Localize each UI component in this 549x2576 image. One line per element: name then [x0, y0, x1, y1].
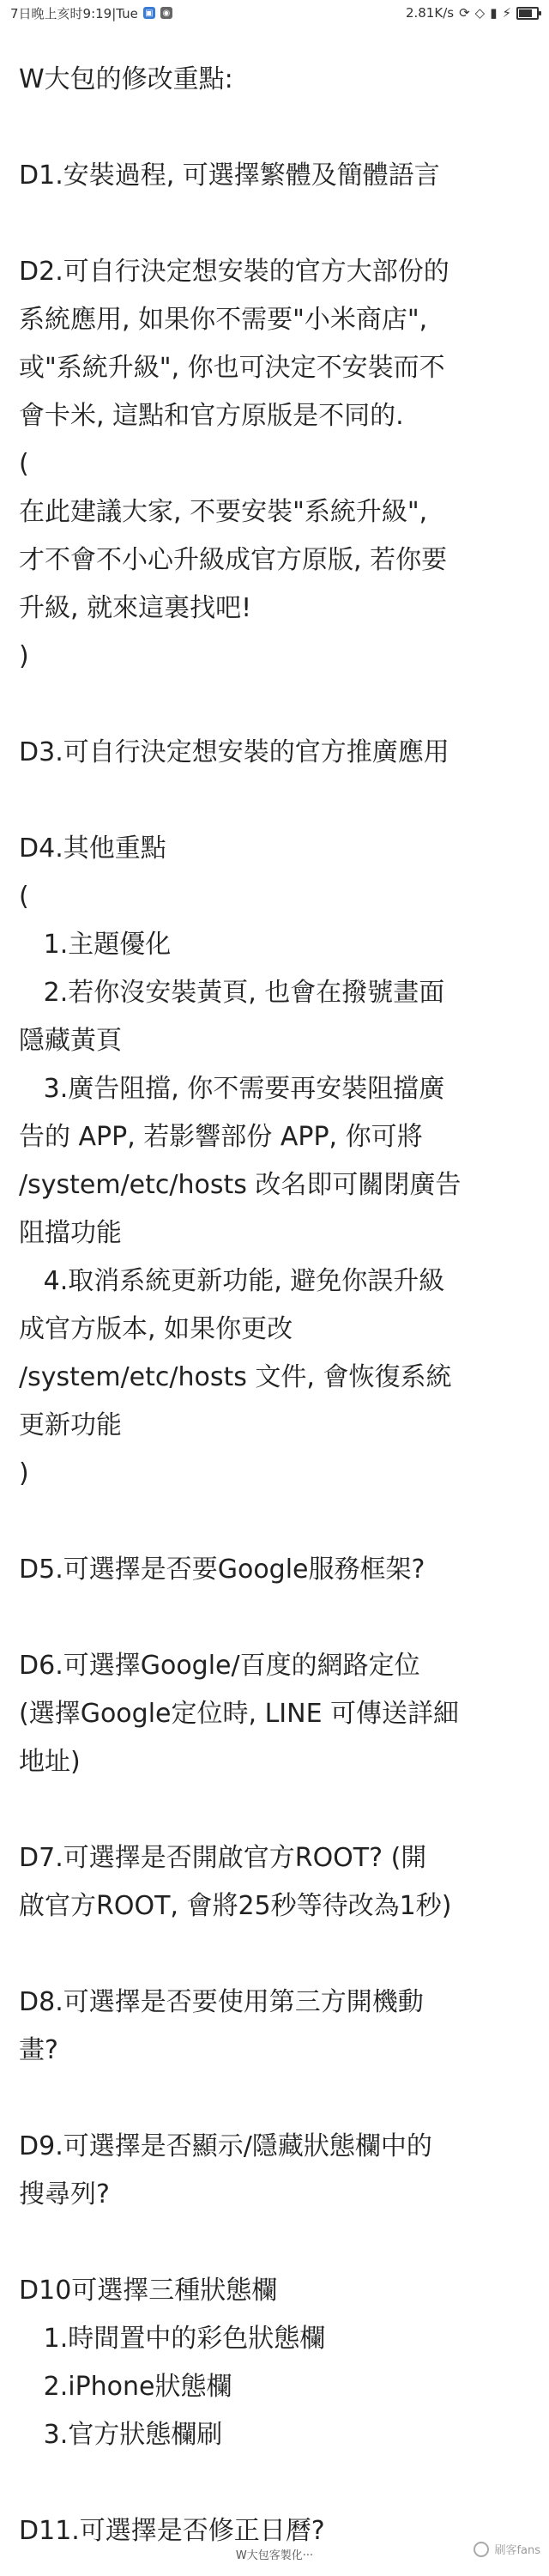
- wifi-icon: ◇: [474, 5, 486, 21]
- text-line: D2.可自行決定想安裝的官方大部份的: [19, 257, 449, 287]
- text-line: D10可選擇三種狀態欄: [19, 2276, 278, 2306]
- text-line: 1.主題優化: [19, 930, 172, 960]
- text-line: D3.可自行決定想安裝的官方推廣應用: [19, 737, 449, 767]
- watermark-logo-icon: [474, 2542, 489, 2557]
- blank-line: [19, 1930, 534, 1979]
- text-line: D11.可選擇是否修正日曆?: [19, 2516, 325, 2546]
- image-caption: [0, 2532, 549, 2576]
- text-line: 更新功能: [19, 1410, 122, 1440]
- text-line: 才不會不小心升級成官方原版, 若你要: [19, 545, 448, 575]
- alarm-icon: ⟳: [459, 5, 470, 21]
- text-line: 3.官方狀態欄刷: [19, 2420, 223, 2450]
- text-line: 在此建議大家, 不要安裝"系統升級",: [19, 497, 428, 527]
- charging-icon: ⚡: [502, 5, 511, 21]
- text-line: (: [19, 449, 29, 479]
- text-line: 2.iPhone狀態欄: [19, 2372, 232, 2402]
- text-line: D7.可選擇是否開啟官方ROOT? (開: [19, 1843, 427, 1873]
- watermark: [474, 2541, 540, 2557]
- blank-line: [19, 2219, 534, 2267]
- text-line: /system/etc/hosts 文件, 會恢復系統: [19, 1362, 452, 1392]
- text-line: D6.可選擇Google/百度的網路定位: [19, 1651, 420, 1681]
- text-line: 畫?: [19, 2035, 58, 2065]
- app-badge-icon: ▣: [143, 7, 155, 19]
- text-line: 2.若你沒安裝黃頁, 也會在撥號畫面: [19, 978, 445, 1008]
- blank-line: [19, 1498, 534, 1546]
- text-line: (: [19, 882, 29, 912]
- text-line: 3.廣告阻擋, 你不需要再安裝阻擋廣: [19, 1074, 445, 1104]
- blank-line: [19, 777, 534, 825]
- text-line: D9.可選擇是否顯示/隱藏狀態欄中的: [19, 2131, 432, 2161]
- network-speed-text: 2.81K/s: [405, 5, 455, 21]
- text-line: ): [19, 1458, 29, 1488]
- blank-line: [19, 2459, 534, 2507]
- status-bar: [0, 0, 549, 26]
- text-line: 隱藏黃頁: [19, 1026, 122, 1056]
- text-line: 會卡米, 這點和官方原版是不同的.: [19, 401, 404, 431]
- signal-icon: ▮: [490, 5, 498, 21]
- text-line: 告的 APP, 若影響部份 APP, 你可將: [19, 1122, 423, 1152]
- caption-text: W大包客製化···: [235, 2549, 314, 2562]
- text-line: D1.安裝過程, 可選擇繁體及簡體語言: [19, 161, 440, 191]
- status-time-text: 7日晚上亥时9:19|Tue: [10, 5, 138, 21]
- blank-line: [19, 2075, 534, 2123]
- article-body: [19, 56, 534, 2555]
- text-line: 成官方版本, 如果你更改: [19, 1314, 293, 1344]
- blank-line: [19, 1786, 534, 1834]
- text-line: 系統應用, 如果你不需要"小米商店",: [19, 305, 428, 335]
- blank-line: [19, 200, 534, 248]
- blank-line: [19, 681, 534, 729]
- status-left: [10, 4, 172, 22]
- text-line: (選擇Google定位時, LINE 可傳送詳細: [19, 1699, 460, 1729]
- blank-line: [19, 104, 534, 152]
- text-line: 升級, 就來這裏找吧!: [19, 593, 252, 623]
- text-line: 4.取消系統更新功能, 避免你誤升級: [19, 1266, 445, 1296]
- text-line: W大包的修改重點:: [19, 64, 233, 94]
- text-line: 阻擋功能: [19, 1218, 122, 1248]
- blank-line: [19, 1594, 534, 1642]
- text-line: 地址): [19, 1747, 81, 1777]
- app-badge-icon: ◉: [160, 7, 172, 19]
- battery-icon: [516, 7, 539, 20]
- text-line: D5.可選擇是否要Google服務框架?: [19, 1555, 425, 1585]
- watermark-text: 刷客fans: [494, 2544, 540, 2557]
- text-line: D4.其他重點: [19, 833, 166, 864]
- text-line: 搜尋列?: [19, 2179, 110, 2209]
- text-line: 1.時間置中的彩色狀態欄: [19, 2324, 326, 2354]
- text-line: D8.可選擇是否要使用第三方開機動: [19, 1987, 424, 2017]
- text-line: 或"系統升級", 你也可決定不安裝而不: [19, 353, 445, 383]
- text-line: /system/etc/hosts 改名即可關閉廣告: [19, 1170, 462, 1200]
- text-line: ): [19, 641, 29, 671]
- status-right: [406, 5, 539, 21]
- text-line: 啟官方ROOT, 會將25秒等待改為1秒): [19, 1891, 452, 1921]
